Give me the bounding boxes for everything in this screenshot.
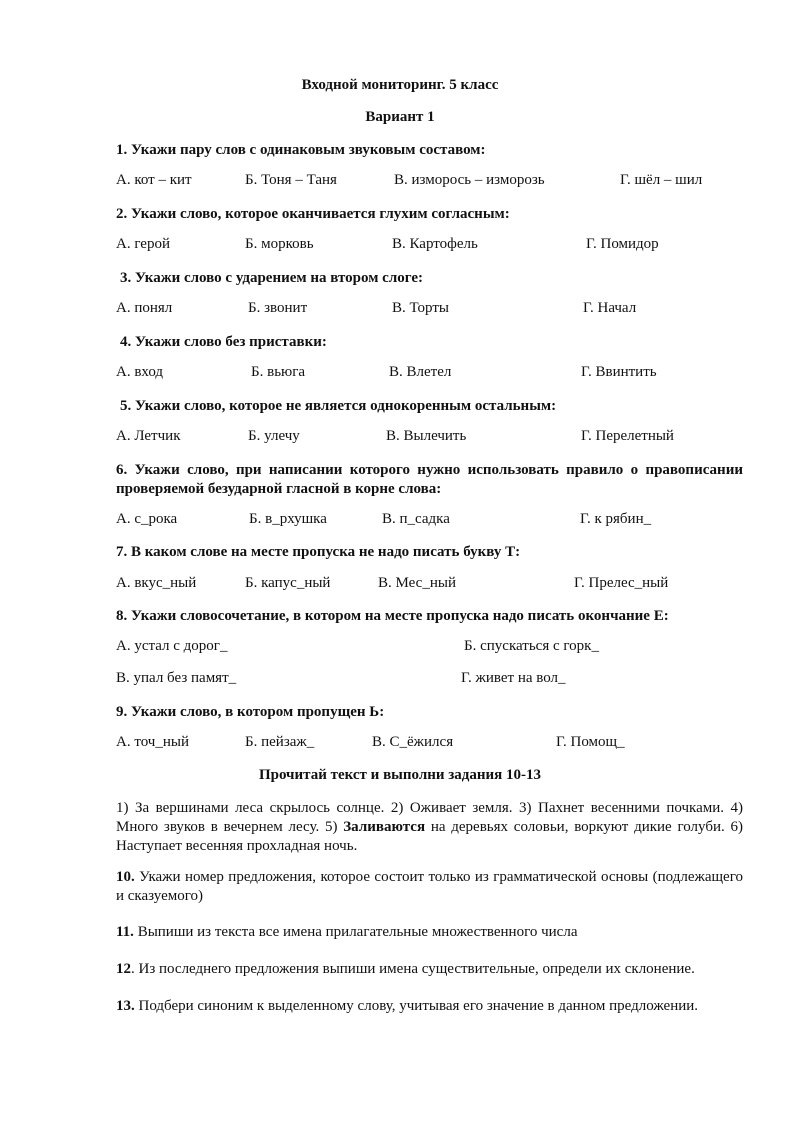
option-c: В. Картофель xyxy=(392,236,478,252)
option-b: Б. улечу xyxy=(248,428,300,444)
option-b: Б. пейзаж_ xyxy=(245,734,315,750)
answer-row-3 xyxy=(0,300,800,320)
option-c: В. Влетел xyxy=(389,364,452,380)
document-title: Входной мониторинг. 5 класс xyxy=(301,77,499,93)
task-text: Выпиши из текста все имена прилагательные множественного числа xyxy=(133,924,578,940)
task-10 xyxy=(116,868,743,906)
option-a: А. Летчик xyxy=(116,428,181,444)
question-7: 7. В каком слове на месте пропуска не надо писать букву Т: xyxy=(116,544,521,560)
question-4: 4. Укажи слово без приставки: xyxy=(120,334,327,350)
option-a: А. герой xyxy=(116,236,170,252)
option-a: А. с_рока xyxy=(116,511,178,527)
answer-row-2 xyxy=(0,236,800,256)
question-6: 6. Укажи слово, при написании которого нужно использовать правило о правописании проверяемой безударной гласной в корне слова: xyxy=(116,462,743,497)
task-text: Укажи номер предложения, которое состоит только из грамматической основы (подлежащего и сказуемого) xyxy=(116,869,743,904)
passage-text-start: 1) За вершинами леса скрылось солнце. 2) Оживает земля. 3) Пахнет весенними почками. 4) Много звуков в вечернем лесу. 5) xyxy=(116,800,743,835)
task-number: 10. xyxy=(116,869,135,885)
question-9: 9. Укажи слово, в котором пропущен Ь: xyxy=(116,704,385,720)
option-c: В. п_садка xyxy=(382,511,450,527)
option-c: В. Торты xyxy=(392,300,449,316)
option-b: Б. в_рхушка xyxy=(249,511,327,527)
answer-row-1 xyxy=(0,172,800,192)
answer-row-6 xyxy=(0,511,800,531)
option-a: А. понял xyxy=(116,300,173,316)
option-d: Г. Помидор xyxy=(586,236,659,252)
task-12 xyxy=(116,960,743,979)
highlighted-word: Заливаются xyxy=(343,819,426,835)
option-b: Б. Тоня – Таня xyxy=(245,172,337,188)
option-b: Б. звонит xyxy=(248,300,308,316)
option-a: А. точ_ный xyxy=(116,734,189,750)
option-b: Б. вьюга xyxy=(251,364,306,380)
option-a: А. вход xyxy=(116,364,164,380)
variant-heading: Вариант 1 xyxy=(365,109,435,125)
option-c: В. Мес_ный xyxy=(378,575,456,591)
answer-row-8b xyxy=(0,670,800,690)
answer-row-7 xyxy=(0,575,800,595)
option-d: Г. к рябин_ xyxy=(580,511,652,527)
task-11 xyxy=(116,923,743,942)
option-c: В. упал без памят_ xyxy=(116,670,237,686)
task-13 xyxy=(116,997,743,1016)
option-d: Г. Ввинтить xyxy=(581,364,657,380)
passage-text-end: на деревьях соловьи, воркуют дикие голуби. 6) Наступает весенняя прохладная ночь. xyxy=(116,819,743,854)
option-b: Б. капус_ный xyxy=(245,575,331,591)
answer-row-8a xyxy=(0,638,800,658)
answer-row-5 xyxy=(0,428,800,448)
option-a: А. вкус_ный xyxy=(116,575,197,591)
reading-passage xyxy=(116,799,743,856)
answer-row-4 xyxy=(0,364,800,384)
option-c: В. С_ёжился xyxy=(372,734,454,750)
task-text: . Из последнего предложения выпиши имена существительные, определи их склонение. xyxy=(131,961,695,977)
question-3: 3. Укажи слово с ударением на втором слоге: xyxy=(120,270,424,286)
option-c: В. изморось – изморозь xyxy=(394,172,545,188)
task-number: 13. xyxy=(116,998,135,1014)
text-section-heading: Прочитай текст и выполни задания 10-13 xyxy=(258,767,542,783)
answer-row-9 xyxy=(0,734,800,754)
option-d: Г. живет на вол_ xyxy=(461,670,566,686)
task-number: 11. xyxy=(116,924,134,940)
question-1: 1. Укажи пару слов с одинаковым звуковым составом: xyxy=(116,142,486,158)
option-d: Г. Начал xyxy=(583,300,637,316)
option-b: Б. морковь xyxy=(245,236,314,252)
option-c: В. Вылечить xyxy=(386,428,467,444)
option-a: А. устал с дорог_ xyxy=(116,638,228,654)
option-d: Г. Прелес_ный xyxy=(574,575,669,591)
question-5: 5. Укажи слово, которое не является однокоренным остальным: xyxy=(120,398,557,414)
question-2: 2. Укажи слово, которое оканчивается глухим согласным: xyxy=(116,206,510,222)
option-a: А. кот – кит xyxy=(116,172,192,188)
option-d: Г. Помощ_ xyxy=(556,734,625,750)
task-number: 12 xyxy=(116,961,131,977)
option-d: Г. Перелетный xyxy=(581,428,674,444)
question-8: 8. Укажи словосочетание, в котором на месте пропуска надо писать окончание Е: xyxy=(116,608,669,624)
option-d: Г. шёл – шил xyxy=(620,172,703,188)
task-text: Подбери синоним к выделенному слову, учитывая его значение в данном предложении. xyxy=(134,998,699,1014)
option-b: Б. спускаться с горк_ xyxy=(464,638,599,654)
